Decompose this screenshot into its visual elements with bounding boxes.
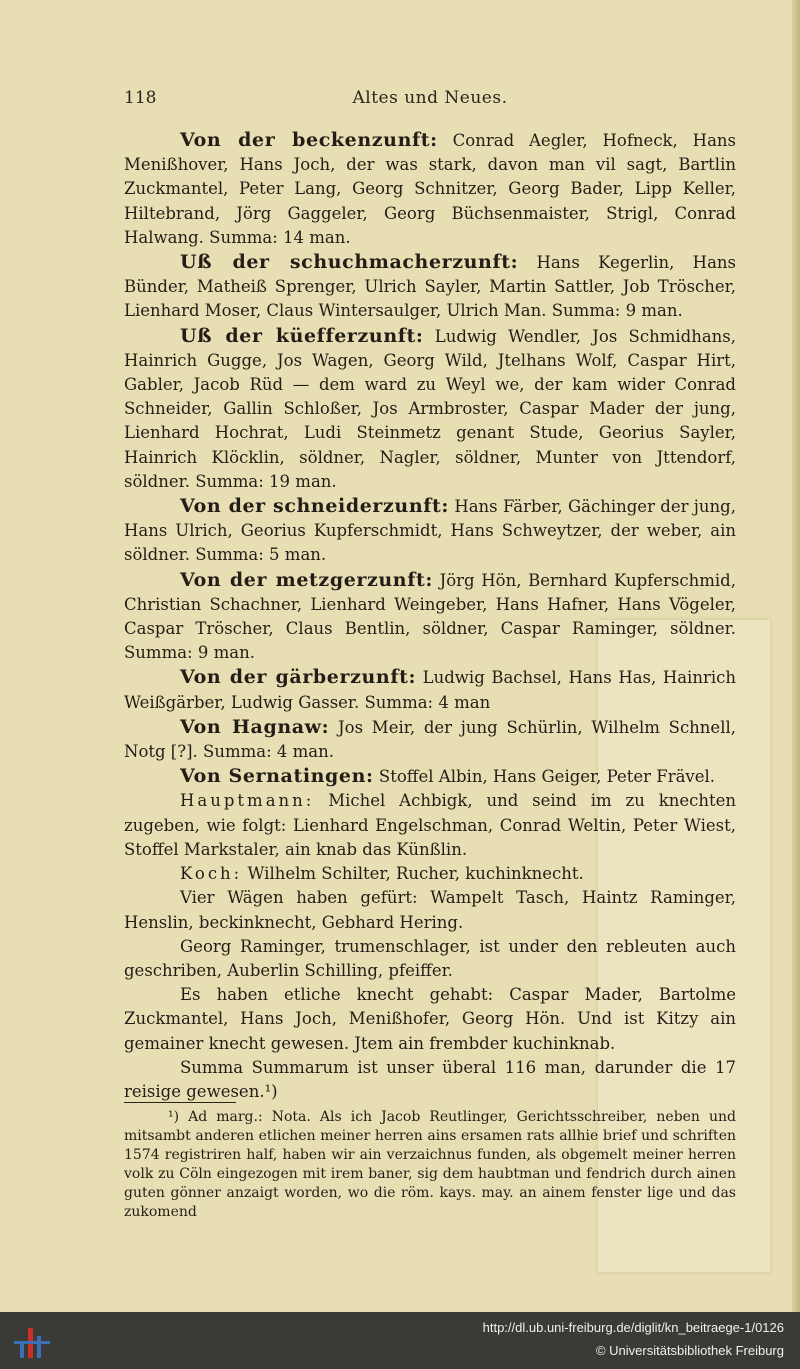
guild-heading: Von Hagnaw: [180,715,330,738]
guild-heading: Von der gärberzunft: [180,666,417,689]
page-header [124,88,736,114]
entry-paragraph [124,789,736,862]
entry-paragraph [124,324,736,494]
entry-text: Es haben etliche knecht gehabt: Caspar Mader, Bartolme Zuckmantel, Hans Joch, Menißhofer, Georg Hön. Und ist Kitzy ain gemainer knecht gewesen. Jtem ain frembder kuchinknab. [124,985,736,1053]
entry-text: Wilhelm Schilter, Rucher, kuchinknecht. [247,864,584,884]
entry-text: Stoffel Albin, Hans Geiger, Peter Frävel. [378,767,716,787]
role-label: Hauptmann: [180,791,315,811]
entry-paragraph [124,715,736,764]
entry-paragraph [124,568,736,666]
entry-text: Conrad Aegler, Hofneck, Hans Menißhover, Hans Joch, der was stark, davon man vil sagt, Bartlin Zuckmantel, Peter Lang, Georg Schnitzer, Georg Bader, Lipp Keller, Hiltebrand, Jörg Gaggeler, Georg Büchsenmaister, Strigl, Conrad Halwang. Summa: 14 man. [124,131,736,247]
entry-text: Hans Kegerlin, Hans Bünder, Matheiß Sprenger, Ulrich Sayler, Martin Sattler, Job Tröscher, Lienhard Moser, Claus Wintersaulger, Ulrich Man. Summa: 9 man. [124,253,736,321]
main-text [124,128,736,1104]
guild-heading: Uß der schuchmacherzunft: [180,251,519,274]
entry-text: Michel Achbigk, und seind im zu knechten zugeben, wie folgt: Lienhard Engelschman, Conrad Weltin, Peter Wiest, Stoffel Markstaler, ain knab das Künßlin. [124,791,736,859]
entry-paragraph [124,1056,736,1104]
entry-paragraph [124,886,736,934]
page-number: 118 [124,88,157,108]
page-edge [792,0,800,1312]
entry-text: Summa Summarum ist unser überal 116 man, darunder die 17 reisige gewesen.¹) [124,1057,736,1101]
footnote-text: ¹) Ad marg.: Nota. Als ich Jacob Reutlinger, Gerichtsschreiber, neben und mitsambt anderen etlichen meiner herren ains ersamen rats allhie brief und schriften 1574 registriren half, haben wir ain verzaichnus funden, als obgemelt meiner herren volk zu Cöln eingezogen mit irem baner, sig dem haubtman und fendrich durch ainen guten gönner anzaigt worden, wo die röm. kays. may. an ainem fenster lige und das zukomend [124,1109,736,1220]
entry-text: Ludwig Bachsel, Hans Has, Hainrich Weißgärber, Ludwig Gasser. Summa: 4 man [124,668,736,712]
entry-paragraph [124,862,736,886]
guild-heading: Von der beckenzunft: [180,129,438,151]
entry-paragraph [124,665,736,714]
footnote [124,1108,736,1222]
guild-heading: Uß der küefferzunft: [180,324,424,347]
guild-heading: Von Sernatingen: [180,765,374,788]
running-title: Altes und Neues. [352,88,508,108]
copyright-text: © Universitätsbibliothek Freiburg [595,1343,784,1358]
role-label: Koch: [180,864,243,884]
entry-text: Jörg Hön, Bernhard Kupferschmid, Christian Schachner, Lienhard Weingeber, Hans Hafner, Hans Vögeler, Caspar Tröscher, Claus Bentlin, söldner, Caspar Raminger, söldner. Summa: 9 man. [124,570,736,663]
entry-text: Vier Wägen haben gefürt: Wampelt Tasch, Haintz Raminger, Henslin, beckinknecht, Gebhard Hering. [124,888,736,932]
entry-paragraph [124,935,736,983]
viewer-footer [0,1312,800,1369]
entry-paragraph [124,494,736,568]
guild-heading: Von der metzgerzunft: [180,568,433,591]
entry-paragraph [124,764,736,789]
entry-paragraph [124,250,736,324]
guild-heading: Von der schneiderzunft: [180,495,449,518]
entry-text: Jos Meir, der jung Schürlin, Wilhelm Schnell, Notg [?]. Summa: 4 man. [124,717,736,762]
footnote-rule [124,1102,236,1103]
entry-paragraph [124,128,736,250]
permalink-url[interactable]: http://dl.ub.uni-freiburg.de/diglit/kn_beitraege-1/0126 [482,1320,784,1335]
library-logo-icon [14,1324,50,1360]
entry-text: Ludwig Wendler, Jos Schmidhans, Hainrich Gugge, Jos Wagen, Georg Wild, Jtelhans Wolf, Caspar Hirt, Gabler, Jacob Rüd — dem ward zu Weyl we, der kam wider Conrad Schneider, Gallin Schloßer, Jos Armbroster, Caspar Mader der jung, Lienhard Hochrat, Ludi Steinmetz genant Stude, Georius Sayler, Hainrich Klöcklin, söldner, Nagler, söldner, Munter von Jttendorf, söldner. Summa: 19 man. [124,326,737,491]
entry-text: Hans Färber, Gächinger der jung, Hans Ulrich, Georius Kupferschmidt, Hans Schweytzer, der weber, ain söldner. Summa: 5 man. [124,497,736,565]
entry-paragraph [124,983,736,1056]
entry-text: Georg Raminger, trumenschlager, ist under den rebleuten auch geschriben, Auberlin Schilling, pfeiffer. [124,936,736,980]
